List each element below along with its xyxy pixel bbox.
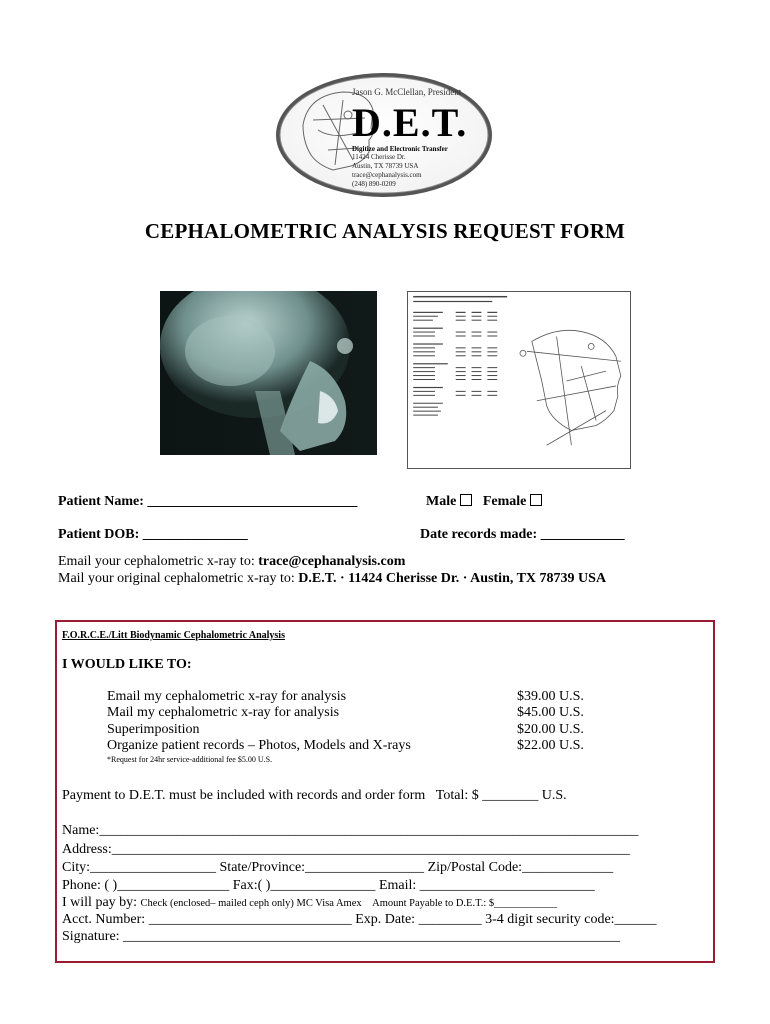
billing-email-field[interactable]: Email: _________________________	[378, 878, 595, 893]
email-instruction-text: Email your cephalometric x-ray to:	[58, 554, 255, 569]
logo-president: Jason G. McClellan, President	[352, 87, 462, 97]
billing-state-field[interactable]: State/Province:_________________	[219, 860, 425, 875]
service-price: $22.00 U.S.	[517, 738, 584, 753]
form-title: CEPHALOMETRIC ANALYSIS REQUEST FORM	[144, 219, 626, 243]
cephalometric-xray-image	[160, 291, 377, 455]
service-item[interactable]: Email my cephalometric x-ray for analysis	[107, 689, 347, 704]
payment-method-row	[62, 895, 557, 911]
male-checkbox[interactable]	[460, 494, 472, 506]
rush-service-note: *Request for 24hr service-additional fee $5.00 U.S.	[107, 755, 273, 764]
service-item[interactable]: Organize patient records – Photos, Models and X-rays	[107, 738, 411, 753]
logo-city: Austin, TX 78739 USA	[352, 162, 419, 170]
patient-name-label: Patient Name	[58, 494, 140, 509]
amount-payable-field[interactable]: Amount Payable to D.E.T.: $____________	[372, 898, 558, 909]
billing-name-field[interactable]: Name:_____________________________________________________________________________	[62, 823, 639, 838]
email-instruction	[58, 554, 405, 570]
date-records-field[interactable]	[420, 527, 625, 543]
logo-address: 11424 Cherisse Dr.	[352, 153, 406, 161]
mail-instruction-text: Mail your original cephalometric x-ray to:	[58, 571, 295, 586]
billing-fax-field[interactable]: Fax:( )_______________	[232, 878, 376, 893]
service-price: $39.00 U.S.	[517, 689, 584, 704]
service-price: $20.00 U.S.	[517, 722, 584, 737]
expiry-date-field[interactable]: Exp. Date: _________	[355, 912, 482, 927]
order-form-box	[55, 620, 715, 963]
sex-options	[426, 494, 542, 510]
pay-options[interactable]: Check (enclosed– mailed ceph only) MC Visa Amex	[140, 898, 362, 909]
cephalometric-tracing-image	[407, 291, 631, 469]
patient-dob-field[interactable]	[58, 527, 248, 543]
male-label: Male	[426, 494, 457, 509]
order-heading: I WOULD LIKE TO:	[62, 657, 192, 672]
signature-field[interactable]: Signature: _______________________________________________________________________	[62, 929, 621, 944]
billing-address-field[interactable]: Address:__________________________________________________________________________	[62, 842, 630, 857]
female-checkbox[interactable]	[530, 494, 542, 506]
logo-email: trace@cephanalysis.com	[352, 171, 422, 179]
logo-text-block	[352, 87, 492, 189]
logo-tagline: Digitize and Electronic Transfer	[352, 145, 448, 153]
service-item[interactable]: Superimposition	[107, 722, 200, 737]
billing-city-field[interactable]: City:__________________	[62, 860, 217, 875]
date-records-blank[interactable]: : ____________	[532, 527, 625, 542]
mail-instruction	[58, 571, 606, 587]
logo-brand: D.E.T.	[352, 100, 468, 145]
female-label: Female	[482, 494, 527, 509]
email-address-link[interactable]: trace@cephanalysis.com	[258, 554, 406, 569]
mail-address: D.E.T. · 11424 Cherisse Dr. · Austin, TX 78739 USA	[298, 571, 607, 586]
payment-note: Payment to D.E.T. must be included with records and order form	[62, 788, 426, 803]
security-code-field[interactable]: 3-4 digit security code:______	[485, 912, 657, 927]
analysis-title: F.O.R.C.E./Litt Biodynamic Cephalometric Analysis	[62, 630, 285, 641]
service-price: $45.00 U.S.	[517, 705, 584, 720]
billing-zip-field[interactable]: Zip/Postal Code:_____________	[427, 860, 614, 875]
patient-name-field[interactable]	[58, 494, 357, 510]
pay-by-label: I will pay by:	[62, 895, 138, 910]
service-item[interactable]: Mail my cephalometric x-ray for analysis	[107, 705, 340, 720]
patient-dob-label: Patient DOB	[58, 527, 135, 542]
date-records-label: Date records made	[420, 527, 533, 542]
billing-phone-field[interactable]: Phone: ( )________________	[62, 878, 230, 893]
logo-phone: (248) 890-0209	[352, 180, 396, 188]
account-number-field[interactable]: Acct. Number: _____________________________	[62, 912, 352, 927]
card-row	[62, 912, 657, 928]
patient-dob-blank[interactable]: : _______________	[134, 527, 248, 542]
billing-city-row	[62, 860, 613, 876]
payment-line	[62, 788, 567, 804]
total-field[interactable]: Total: $ ________ U.S.	[435, 788, 567, 803]
billing-phone-row	[62, 878, 595, 894]
patient-name-blank[interactable]: : ______________________________	[139, 494, 358, 509]
